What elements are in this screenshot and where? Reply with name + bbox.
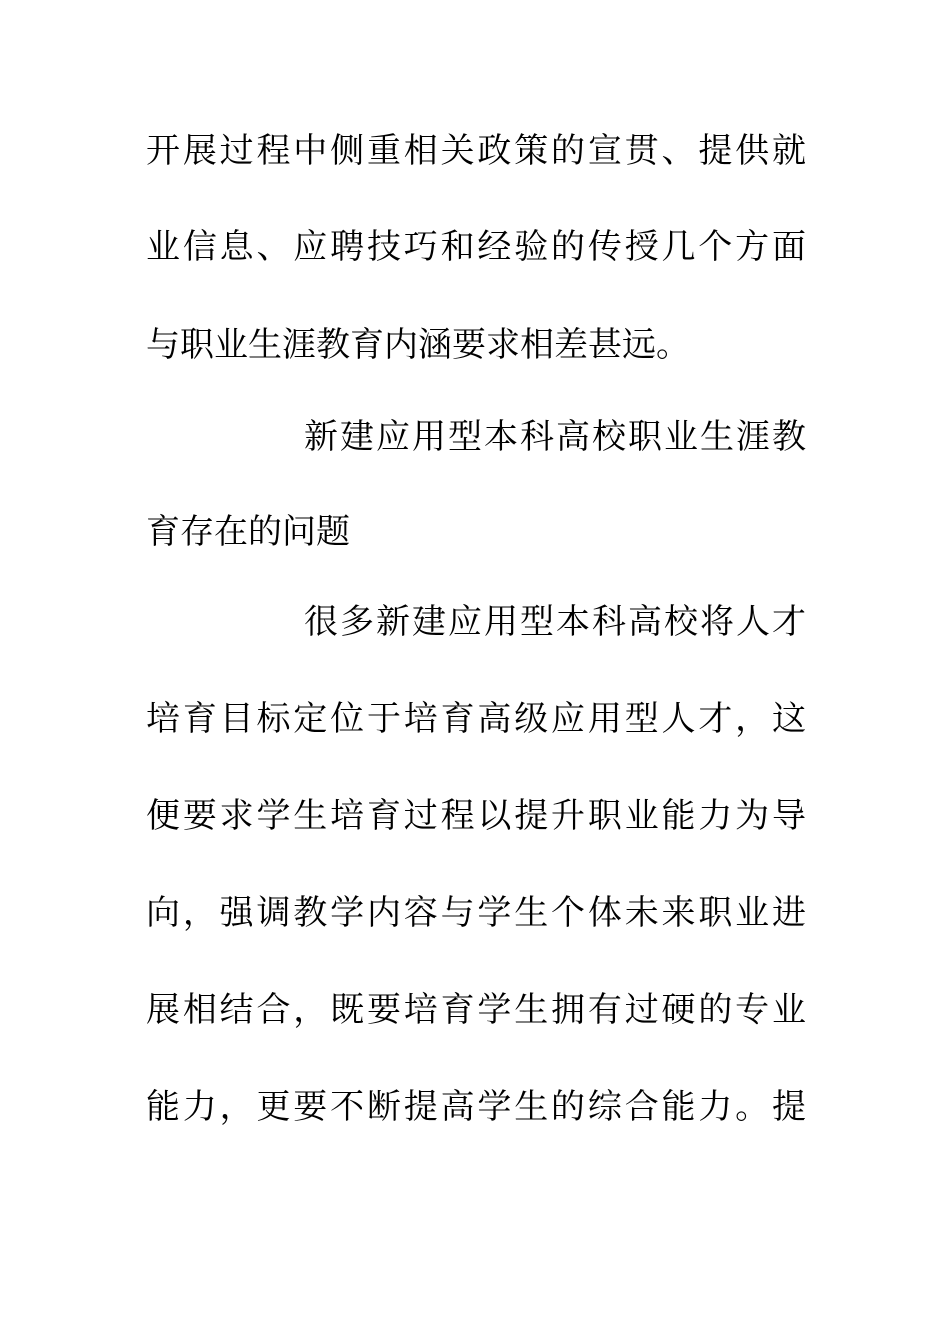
paragraph-line: 培育目标定位于培育高级应用型人才，这 [146, 699, 806, 739]
paragraph-line: 能力，更要不断提高学生的综合能力。提 [146, 1087, 806, 1127]
section-heading-line: 育存在的问题 [146, 512, 350, 552]
paragraph-line: 向，强调教学内容与学生个体未来职业进 [146, 893, 806, 933]
paragraph-line: 开展过程中侧重相关政策的宣贯、提供就 [146, 131, 806, 171]
section-heading-line: 新建应用型本科高校职业生涯教 [304, 417, 806, 457]
paragraph-line: 展相结合，既要培育学生拥有过硬的专业 [146, 990, 806, 1030]
paragraph-line: 很多新建应用型本科高校将人才 [304, 602, 806, 642]
paragraph-line: 业信息、应聘技巧和经验的传授几个方面 [146, 227, 806, 267]
paragraph-line: 便要求学生培育过程以提升职业能力为导 [146, 796, 806, 836]
paragraph-line: 与职业生涯教育内涵要求相差甚远。 [146, 325, 690, 365]
